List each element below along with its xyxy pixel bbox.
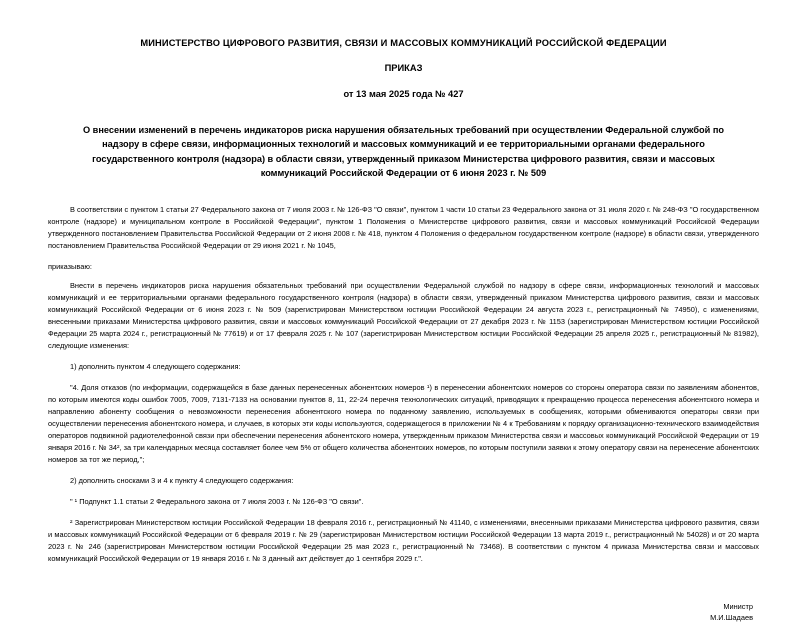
paragraph-footnote-2: ² Зарегистрирован Министерством юстиции Российской Федерации 18 февраля 2016 г., регистрационный № 41140, с изменениями, внесенными приказами Министерства цифрового развития, связи и массовых коммуникаций Российской Федерации от 6 февраля 2019 г. № 29 (зарегистрирован Министерством юстиции Российской Федерации 13 марта 2019 г., регистрационный № 54028) и от 20 марта 2023 г. № 246 (зарегистрирован Министерством юстиции Российской Федерации 25 мая 2023 г., регистрационный № 73468). В соответствии с пунктом 4 приказа Министерства связи и массовых коммуникаций Российской Федерации от 19 января 2016 г. № 3 данный акт действует до 1 сентября 2029 г.". bbox=[48, 517, 759, 563]
signature-position: Министр bbox=[723, 601, 753, 611]
document-body bbox=[34, 204, 773, 565]
document-title: О внесении изменений в перечень индикаторов риска нарушения обязательных требований при осуществлении Федеральной службой по надзору в сфере связи, информационных технологий и массовых коммуникаций и ее территориальными органами федерального государственного контроля (надзора) в области связи, утвержденный приказом Министерства цифрового развития, связи и массовых коммуникаций Российской Федерации от 6 июня 2023 г. № 509 bbox=[82, 125, 725, 178]
paragraph-order-keyword: приказываю: bbox=[48, 261, 92, 271]
ministry-name: МИНИСТЕРСТВО ЦИФРОВОГО РАЗВИТИЯ, СВЯЗИ И МАССОВЫХ КОММУНИКАЦИЙ РОССИЙСКОЙ ФЕДЕРАЦИИ bbox=[140, 38, 667, 48]
signature-name: М.И.Шадаев bbox=[710, 613, 753, 623]
paragraph-item-1: 1) дополнить пунктом 4 следующего содержания: bbox=[70, 361, 241, 371]
document-date: от 13 мая 2025 года № 427 bbox=[343, 89, 464, 99]
paragraph-footnote-1: " ¹ Подпункт 1.1 статьи 2 Федерального закона от 7 июля 2003 г. № 126-ФЗ "О связи". bbox=[70, 496, 364, 506]
paragraph-item-2: 2) дополнить сносками 3 и 4 к пункту 4 следующего содержания: bbox=[70, 475, 294, 485]
document-type: ПРИКАЗ bbox=[384, 63, 423, 73]
signature-block bbox=[34, 601, 773, 624]
paragraph-legal-basis: В соответствии с пунктом 1 статьи 27 Федерального закона от 7 июля 2003 г. № 126-ФЗ "О связи", пунктом 1 части 10 статьи 23 Федерального закона от 31 июля 2020 г. № 248-ФЗ "О государственном контроле (надзоре) и муниципальном контроле в Российской Федерации", пунктом 1 Положения о Министерстве цифрового развития, связи и массовых коммуникаций Российской Федерации утвержденного постановлением Правительства Российской Федерации от 2 июня 2008 г. № 418, пунктом 4 Положения о федеральном государственном контроле (надзоре) в области связи, утвержденного постановлением Правительства Российской Федерации от 29 июня 2021 г. № 1045, bbox=[48, 205, 759, 250]
paragraph-amendment-intro: Внести в перечень индикаторов риска нарушения обязательных требований при осуществлении Федеральной службой по надзору в сфере связи, информационных технологий и массовых коммуникаций и ее территориальными органами федерального государственного контроля (надзора) в области связи, утвержденный приказом Министерства цифрового развития, связи и массовых коммуникаций Российской Федерации от 6 июня 2023 г. № 509 (зарегистрирован Министерством юстиции Российской Федерации 24 августа 2023 г., регистрационный № 74950), с изменениями, внесенными приказами Министерства цифрового развития, связи и массовых коммуникаций Российской Федерации от 27 декабря 2023 г. № 1153 (зарегистрирован Министерством юстиции Российской Федерации 25 марта 2024 г., регистрационный № 77619) и от 17 февраля 2025 г. № 107 (зарегистрирован Министерством юстиции Российской Федерации 25 апреля 2025 г., регистрационный № 81982), следующие изменения: bbox=[48, 280, 759, 350]
paragraph-new-clause-4: "4. Доля отказов (по информации, содержащейся в базе данных перенесенных абонентских номеров ¹) в перенесении абонентских номеров со стороны оператора связи по заявлениям абонентов, по которым имеются коды ошибок 7005, 7009, 7131-7133 на основании пунктов 8, 11, 22-24 перечня технологических ситуаций, приводящих к прекращению процесса перенесения абонентского номера и направлению абоненту сообщения о невозможности перенесения абонентского номера по поданному заявлению, используемых в сообщениях, которыми обмениваются операторы связи при осуществлении перенесения абонентского номера, и случаев, в которых эти коды используются, содержащегося в приложении № 4 к Требованиям к порядку организационно-технического взаимодействия операторов подвижной радиотелефонной связи при обеспечении перенесения абонентского номера, утвержденным приказом Министерства связи и массовых коммуникаций Российской Федерации от 19 января 2016 г. № 34², за три календарных месяца составляет более чем 5% от общего количества абонентских номеров, по которым поступили заявки к этому оператору связи на перенесение абонентских номеров за тот же период,"; bbox=[48, 382, 759, 464]
